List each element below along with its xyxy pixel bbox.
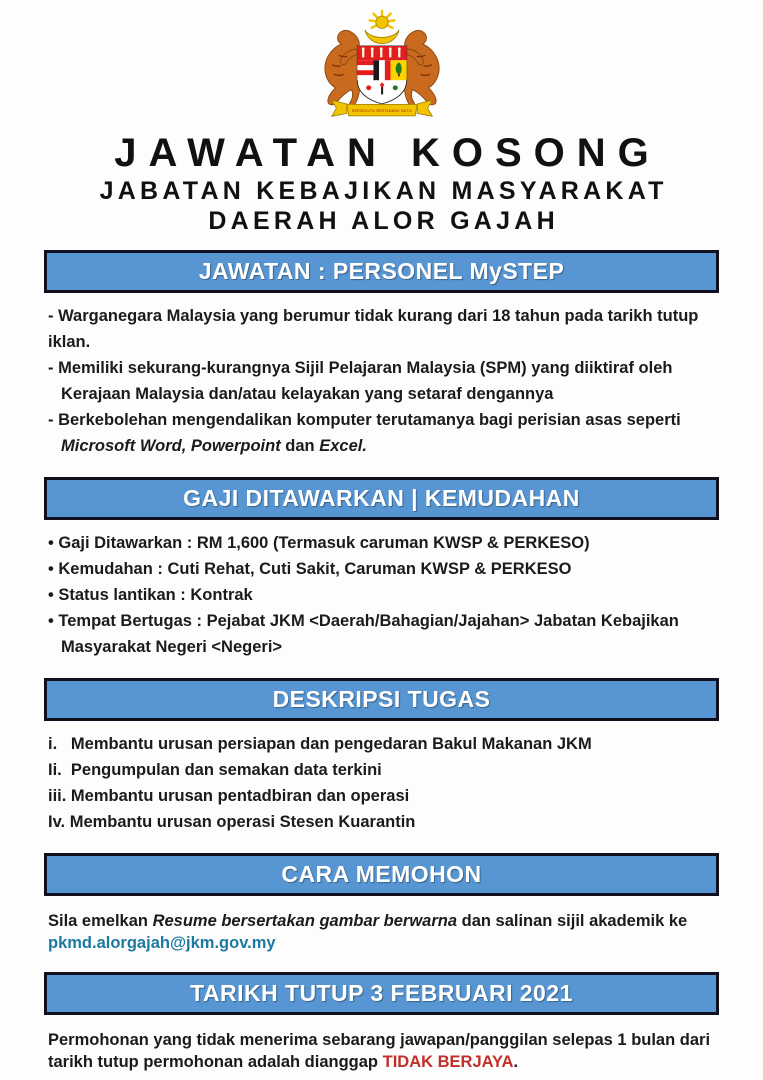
section-banner [44,972,719,1015]
text-segment: Resume bersertakan gambar berwarna [152,912,458,930]
text-line [48,634,715,660]
text-line [48,1051,715,1073]
svg-text:BERSEKUTU BERTAMBAH MUTU: BERSEKUTU BERTAMBAH MUTU [351,109,412,114]
text-line [48,910,715,932]
text-segment: i. Membantu urusan persiapan dan pengedaran Bakul Makanan JKM [48,735,592,753]
text-segment: iii. Membantu urusan pentadbiran dan operasi [48,787,410,805]
email-link[interactable]: pkmd.alorgajah@jkm.gov.my [48,934,276,952]
text-segment: Kerajaan Malaysia dan/atau kelayakan yang setaraf dengannya [61,385,554,403]
text-line [48,556,715,582]
text-segment: dan salinan sijil akademik ke [457,912,688,930]
text-segment: Iv. Membantu urusan operasi Stesen Kuarantin [48,813,416,831]
text-line [48,783,715,809]
text-line [48,1029,715,1051]
section-banner [44,477,719,520]
text-line [48,809,715,835]
section-banner-title: CARA MEMOHON [281,861,482,887]
text-segment: Permohonan yang tidak menerima sebarang jawapan/panggilan selepas 1 bulan dari [48,1031,711,1049]
section-banner [44,678,719,721]
text-segment: . [513,1053,519,1071]
sections [0,250,763,1079]
text-segment: Excel. [319,437,367,455]
text-segment: Microsoft Word, Powerpoint [61,437,281,455]
text-segment: • Kemudahan : Cuti Rehat, Cuti Sakit, Caruman KWSP & PERKESO [48,560,572,578]
section-banner [44,250,719,293]
text-line [48,355,715,381]
text-segment: TIDAK BERJAYA [382,1053,514,1071]
poster-title: JAWATAN KOSONG [114,131,661,175]
section-body [44,293,719,465]
text-segment: - Memiliki sekurang-kurangnya Sijil Pelajaran Malaysia (SPM) yang diiktiraf oleh [48,359,673,377]
text-segment: Ii. Pengumpulan dan semakan data terkini [48,761,382,779]
text-segment: - Warganegara Malaysia yang berumur tidak kurang dari 18 tahun pada tarikh tutup iklan. [48,307,703,351]
text-segment: dan [280,437,320,455]
section-body [44,520,719,666]
section-banner-title: DESKRIPSI TUGAS [272,686,491,712]
text-segment: Sila emelkan [48,912,153,930]
section-banner-title: JAWATAN : PERSONEL MySTEP [198,258,565,284]
poster-subtitle-department: JABATAN KEBAJIKAN MASYARAKAT [99,177,668,205]
text-line [48,407,715,433]
text-segment: • Tempat Bertugas : Pejabat JKM <Daerah/Bahagian/Jajahan> Jabatan Kebajikan [48,612,679,630]
section-banner-title: TARIKH TUTUP 3 FEBRUARI 2021 [190,980,573,1006]
malaysia-coat-of-arms-icon [0,0,763,122]
section-body [44,896,719,960]
text-line [48,530,715,556]
text-line [48,582,715,608]
text-segment: - Berkebolehan mengendalikan komputer terutamanya bagi perisian asas seperti [48,411,681,429]
text-line [48,608,715,634]
text-segment: • Gaji Ditawarkan : RM 1,600 (Termasuk caruman KWSP & PERKESO) [48,534,590,552]
text-segment: Masyarakat Negeri <Negeri> [61,638,283,656]
section-banner-title: GAJI DITAWARKAN | KEMUDAHAN [183,485,580,511]
section-body [44,721,719,841]
poster-subtitle-district: DAERAH ALOR GAJAH [208,207,559,235]
section-banner [44,853,719,896]
text-line [48,757,715,783]
text-line [48,731,715,757]
section-body [44,1015,719,1079]
text-line [48,303,715,355]
text-segment: tarikh tutup permohonan adalah dianggap [48,1053,383,1071]
text-line [48,381,715,407]
text-line [48,433,715,459]
text-line [48,932,715,954]
text-segment: • Status lantikan : Kontrak [48,586,253,604]
